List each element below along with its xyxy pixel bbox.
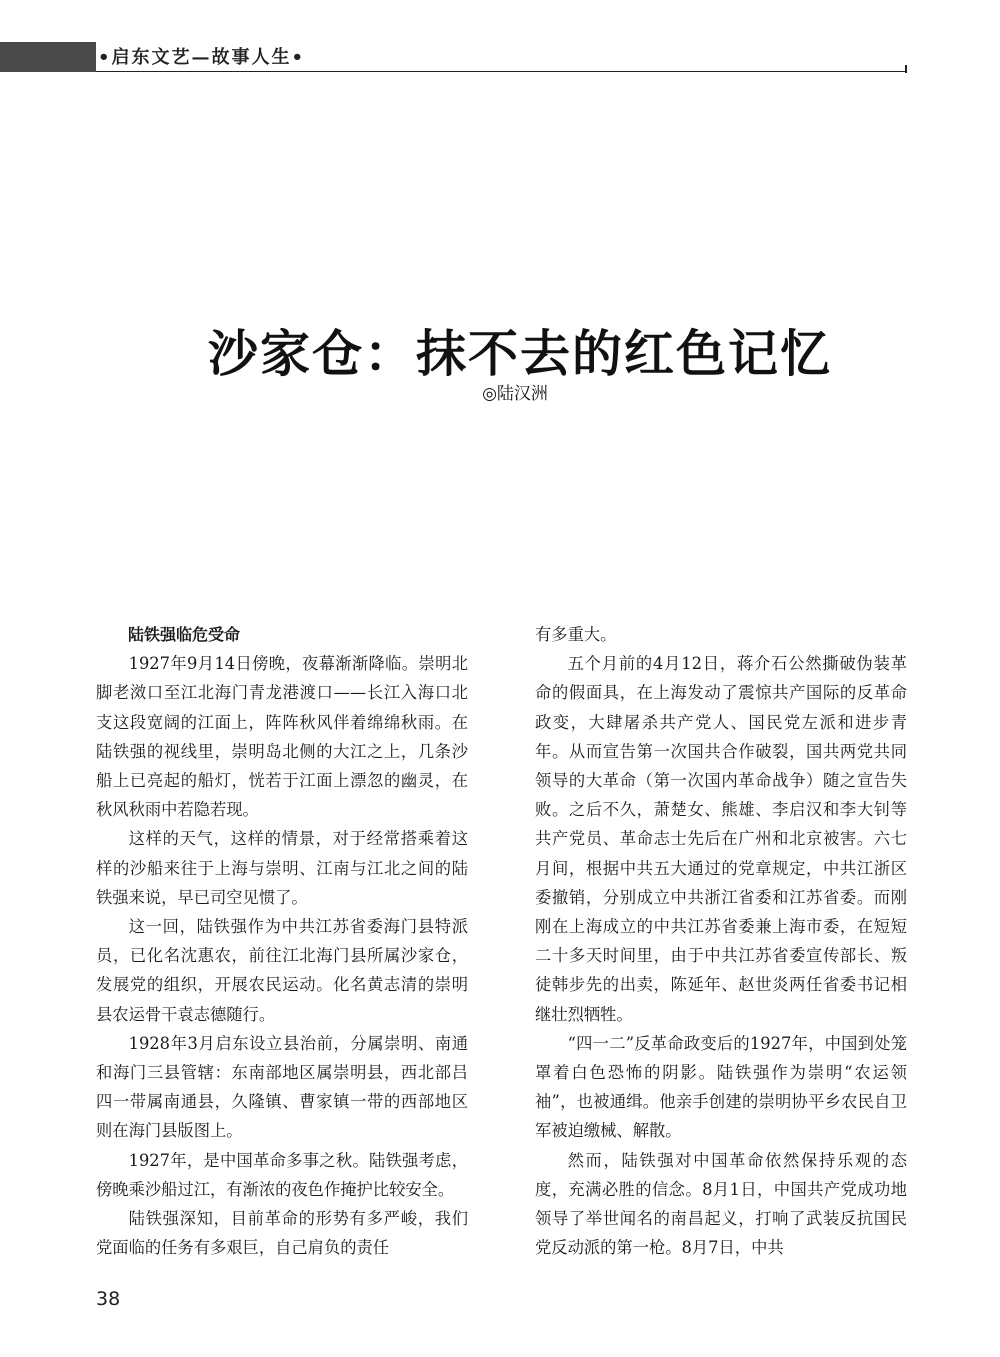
page-number: 38: [96, 1288, 121, 1310]
header-rule-end-tick: [905, 65, 907, 73]
paragraph: 1927年，是中国革命多事之秋。陆铁强考虑，傍晚乘沙船过江，有渐浓的夜色作掩护比较安全。: [96, 1150, 468, 1199]
header-rule: [96, 71, 906, 72]
paragraph-continuation: 有多重大。: [535, 625, 617, 644]
paragraph: “四一二”反革命政变后的1927年，中国到处笼罩着白色恐怖的阴影。陆铁强作为崇明“农运领袖”，也被通缉。他亲手创建的崇明协平乡农民自卫军被迫缴械、解散。: [535, 1033, 907, 1141]
paragraph: 陆铁强深知，目前革命的形势有多严峻，我们党面临的任务有多艰巨，自己肩负的责任: [96, 1209, 468, 1258]
article-author: ◎陆汉洲: [482, 384, 548, 404]
paragraph: 1928年3月启东设立县治前，分属崇明、南通和海门三县管辖：东南部地区属崇明县，西北部吕四一带属南通县，久隆镇、曹家镇一带的西部地区则在海门县版图上。: [96, 1033, 468, 1141]
article-title: 沙家仓：抹不去的红色记忆: [208, 324, 832, 383]
paragraph: 这样的天气，这样的情景，对于经常搭乘着这样的沙船来往于上海与崇明、江南与江北之间的陆铁强来说，早已司空见惯了。: [96, 829, 468, 907]
left-column: [96, 620, 468, 1262]
paragraph: 然而，陆铁强对中国革命依然保持乐观的态度，充满必胜的信念。8月1日，中国共产党成功地领导了举世闻名的南昌起义，打响了武装反抗国民党反动派的第一枪。8月7日，中共: [535, 1150, 907, 1258]
paragraph: 1927年9月14日傍晚，夜幕渐渐降临。崇明北脚老滧口至江北海门青龙港渡口——长江入海口北支这段宽阔的江面上，阵阵秋风伴着绵绵秋雨。在陆铁强的视线里，崇明岛北侧的大江之上，几条沙船上已亮起的船灯，恍若于江面上漂忽的幽灵，在秋风秋雨中若隐若现。: [96, 654, 468, 820]
header-dark-block: [0, 42, 96, 72]
paragraph: 五个月前的4月12日，蒋介石公然撕破伪装革命的假面具，在上海发动了震惊共产国际的反革命政变，大肆屠杀共产党人、国民党左派和进步青年。从而宣告第一次国共合作破裂，国共两党共同领导的大革命（第一次国内革命战争）随之宣告失败。之后不久，萧楚女、熊雄、李启汉和李大钊等共产党员、革命志士先后在广州和北京被害。六七月间，根据中共五大通过的党章规定，中共江浙区委撤销，分别成立中共浙江省委和江苏省委。而刚刚在上海成立的中共江苏省委兼上海市委，在短短二十多天时间里，由于中共江苏省委宣传部长、叛徒韩步先的出卖，陈延年、赵世炎两任省委书记相继壮烈牺牲。: [535, 654, 907, 1024]
section-label: •启东文艺—故事人生•: [98, 47, 306, 68]
paragraph: 这一回，陆铁强作为中共江苏省委海门县特派员，已化名沈惠农，前往江北海门县所属沙家仓，发展党的组织，开展农民运动。化名黄志清的崇明县农运骨干袁志德随行。: [96, 917, 468, 1024]
section-heading: 陆铁强临危受命: [128, 625, 241, 644]
right-column: [535, 620, 907, 1262]
